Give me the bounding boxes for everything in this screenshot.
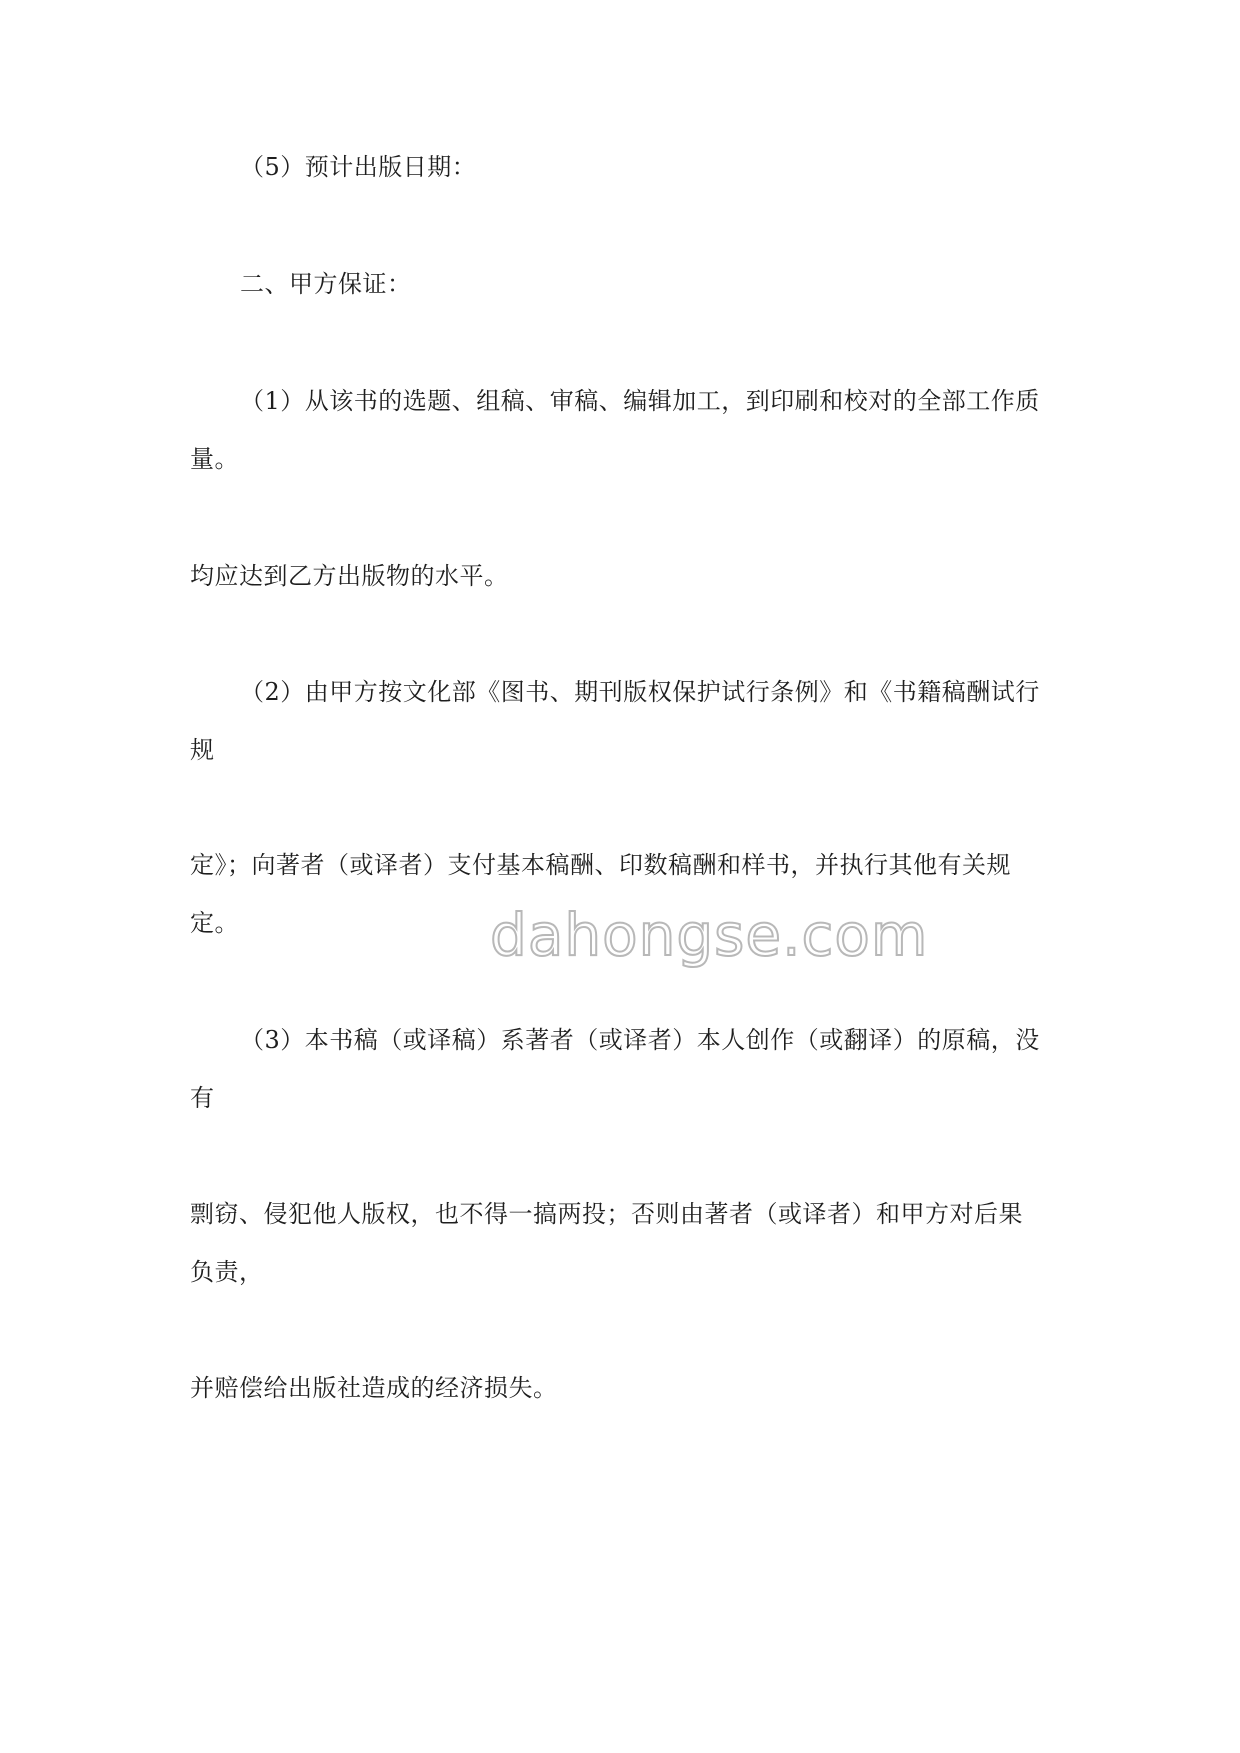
guarantee-1-line-1: （1）从该书的选题、组稿、审稿、编辑加工，到印刷和校对的全部工作质 <box>240 387 1040 415</box>
guarantee-3-final-line: 并赔偿给出版社造成的经济损失。 <box>190 1374 558 1402</box>
guarantee-2-line-1: （2）由甲方按文化部《图书、期刊版权保护试行条例》和《书籍稿酬试行 <box>240 678 1040 706</box>
clause-5-expected-publication-date: （5）预计出版日期： <box>240 153 477 181</box>
guarantee-2-continuation-line-1: 定》；向著者（或译者）支付基本稿酬、印数稿酬和样书，并执行其他有关规 <box>190 851 1011 879</box>
guarantee-3-continuation-line-2: 负责， <box>190 1258 264 1286</box>
section-heading-party-a-guarantees: 二、甲方保证： <box>240 270 412 298</box>
guarantee-1-line-2: 量。 <box>190 445 239 473</box>
guarantee-3-continuation-line-1: 剽窃、侵犯他人版权，也不得一搞两投；否则由著者（或译者）和甲方对后果 <box>190 1200 1023 1228</box>
guarantee-1-continuation: 均应达到乙方出版物的水平。 <box>190 562 509 590</box>
guarantee-3-line-2: 有 <box>190 1084 215 1112</box>
guarantee-2-continuation-line-2: 定。 <box>190 909 239 937</box>
site-watermark: dahongse.com <box>490 901 929 969</box>
guarantee-2-line-2: 规 <box>190 736 215 764</box>
guarantee-3-line-1: （3）本书稿（或译稿）系著者（或译者）本人创作（或翻译）的原稿，没 <box>240 1026 1040 1054</box>
